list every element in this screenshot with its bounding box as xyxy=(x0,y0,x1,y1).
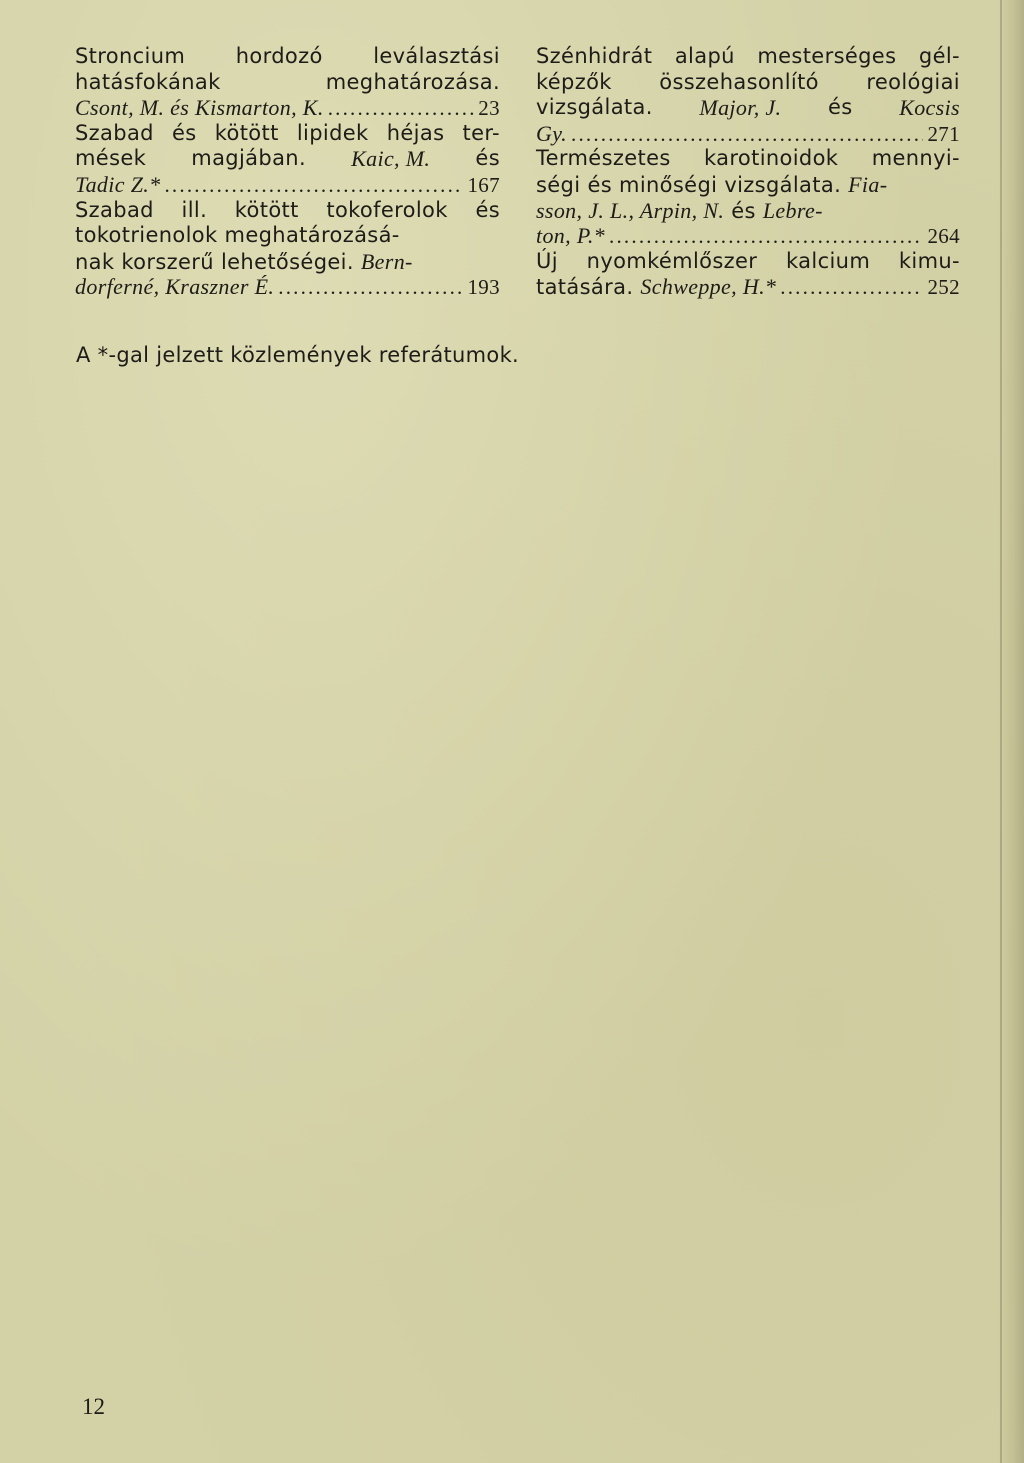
word: tokoferolok xyxy=(326,197,448,222)
word: Természetes xyxy=(536,146,671,171)
page-edge-line xyxy=(1000,0,1002,1463)
toc-entry-4-line-3 xyxy=(536,95,960,121)
word: és xyxy=(475,197,500,222)
word: vizsgálata. xyxy=(536,95,653,120)
word: kimu- xyxy=(898,248,960,273)
word: Új xyxy=(536,248,558,273)
word: képzők xyxy=(536,69,612,94)
author-name: Lebre- xyxy=(762,197,823,223)
toc-entry-1-authors-line xyxy=(75,95,500,121)
word: alapú xyxy=(674,44,735,68)
word: és xyxy=(172,120,197,145)
author-name: Fia- xyxy=(848,171,888,197)
toc-entry-3-authors: dorferné, Kraszner É. xyxy=(75,274,275,300)
word: és xyxy=(731,198,756,223)
toc-entry-3-line-2 xyxy=(75,223,500,249)
word: és xyxy=(828,95,853,120)
toc-entry-4-page: 271 xyxy=(927,121,960,146)
toc-entry-3-page: 193 xyxy=(467,275,500,300)
word: Szabad xyxy=(75,120,154,145)
toc-entry-5-page: 264 xyxy=(927,224,960,249)
toc-entry-5-line-1 xyxy=(536,146,960,172)
author-name: sson, J. L., Arpin, N. xyxy=(536,197,725,223)
word: lipidek xyxy=(296,120,369,145)
word: hordozó xyxy=(235,44,323,68)
toc-entry-1-line-2 xyxy=(75,70,500,96)
toc-entry-2-authors: Tadic Z.* xyxy=(75,171,161,197)
toc-left-column xyxy=(75,44,500,300)
toc-entry-3-authors-line xyxy=(75,274,500,300)
toc-entry-3-line-1 xyxy=(75,198,500,224)
toc-entry-2-line-1 xyxy=(75,121,500,147)
word: kötött xyxy=(214,120,279,145)
toc-entry-4-line-2 xyxy=(536,70,960,96)
toc-entry-1-authors: Csont, M. és Kismarton, K. xyxy=(75,95,324,121)
line-text: ségi és minőségi vizsgálata. xyxy=(536,172,842,197)
leader-dots xyxy=(278,275,463,301)
leader-dots xyxy=(780,275,923,301)
author-name: Major, J. xyxy=(699,95,782,121)
toc-entry-2-line-2 xyxy=(75,146,500,172)
toc-entry-6-authors-line xyxy=(536,274,960,300)
word: kötött xyxy=(234,197,299,222)
toc-entry-5-authors-line xyxy=(536,223,960,249)
word: karotinoidok xyxy=(704,146,839,171)
footnote: A *-gal jelzett közlemények referátumok. xyxy=(76,343,520,367)
word: nyomkémlőszer xyxy=(586,248,758,273)
word: reológiai xyxy=(866,69,960,94)
line-text: tokotrienolok meghatározásá- xyxy=(75,223,400,248)
word: ter- xyxy=(462,120,500,145)
toc-entry-2-page: 167 xyxy=(467,172,500,197)
leader-dots xyxy=(164,173,463,199)
word: Szabad xyxy=(75,197,154,222)
toc-entry-6-page: 252 xyxy=(927,275,960,300)
toc-entry-3-line-3 xyxy=(75,249,500,275)
toc-entry-4-line-1 xyxy=(536,44,960,70)
word: hatásfokának xyxy=(75,69,221,94)
word: leválasztási xyxy=(373,44,500,68)
word: kalcium xyxy=(786,248,871,273)
author-name: Kaic, M. xyxy=(351,146,431,172)
word: összehasonlító xyxy=(659,69,819,94)
page-number: 12 xyxy=(82,1394,105,1419)
toc-entry-5-authors: ton, P.* xyxy=(536,223,606,249)
author-name: Bern- xyxy=(360,248,413,274)
word: gél- xyxy=(918,44,960,68)
word: ill. xyxy=(181,197,208,222)
author-name: Kocsis xyxy=(899,95,960,121)
word: Stroncium xyxy=(75,44,186,68)
toc-entry-2-authors-line xyxy=(75,172,500,198)
toc-entry-4-authors-line xyxy=(536,121,960,147)
word: héjas xyxy=(386,120,445,145)
leader-dots xyxy=(609,224,923,250)
word: magjában. xyxy=(191,146,306,171)
line-text: nak korszerű lehetőségei. xyxy=(75,249,354,274)
word: meghatározása. xyxy=(325,69,500,94)
word: mesterséges xyxy=(757,44,897,68)
word: Szénhidrát xyxy=(536,44,653,68)
leader-dots xyxy=(571,122,923,148)
word: mennyi- xyxy=(871,146,960,171)
toc-entry-4-authors: Gy. xyxy=(536,120,567,146)
leader-dots xyxy=(328,96,475,122)
toc-entry-5-line-2 xyxy=(536,172,960,198)
toc-entry-1-page: 23 xyxy=(478,96,500,121)
toc-entry-6-line-1 xyxy=(536,249,960,275)
word: és xyxy=(475,146,500,171)
toc-right-column xyxy=(536,44,960,300)
toc-entry-5-line-3 xyxy=(536,198,960,224)
line-text: tatására. xyxy=(536,275,634,300)
toc-entry-1-line-1 xyxy=(75,44,500,70)
word: mések xyxy=(75,146,147,171)
toc-entry-6-authors: Schweppe, H.* xyxy=(640,274,777,300)
